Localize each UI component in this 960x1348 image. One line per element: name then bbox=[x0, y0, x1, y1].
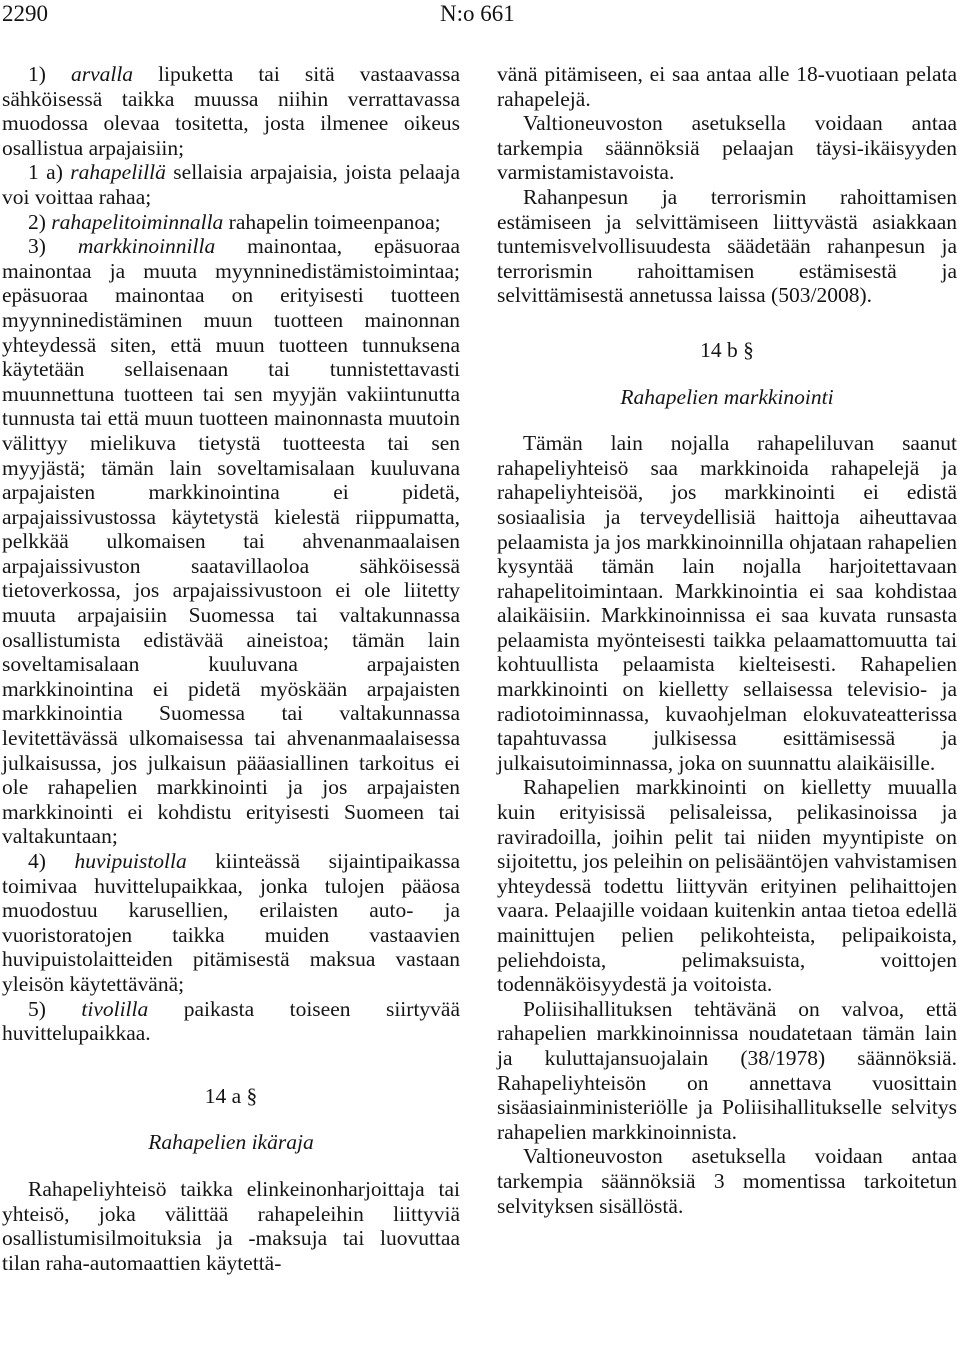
left-column bbox=[2, 62, 460, 1275]
definition-term: arvalla bbox=[70, 62, 134, 86]
section-14a-paragraph-2: Valtioneuvoston asetuksella voidaan antaa tarkempia säännöksiä pelaajan täysi-ikäisyyden varmistamistavoista. bbox=[497, 111, 957, 185]
section-14a-paragraph-3: Rahanpesun ja terrorismin rahoittamisen estämiseen ja selvittämiseen liittyvästä asiakkaan tuntemisvelvollisuudesta säädetään rahanpesun ja terrorismin rahoittamisen estämisestä ja selvittämisestä annetussa laissa (503/2008). bbox=[497, 184, 957, 308]
definition-term: markkinoinnilla bbox=[77, 234, 216, 259]
definition-term: rahapelillä bbox=[70, 160, 166, 185]
section-title-14a: Rahapelien ikäraja bbox=[148, 1130, 314, 1155]
definition-item-5: 5) tivolilla paikasta toiseen siirtyvää huvittelupaikkaa. bbox=[2, 996, 460, 1046]
definition-term: tivolilla bbox=[81, 996, 149, 1021]
definition-item-1a: 1 a) rahapelillä sellaisia arpajaisia, joista pelaaja voi voittaa rahaa; bbox=[2, 160, 460, 209]
definition-item-1: 1) arvalla lipuketta tai sitä vastaavassa sähköisessä taikka muussa niihin verrattavassa muodossa olevaa tositetta, josta ilmenee oikeus osallistua arpajaisiin; bbox=[2, 62, 461, 160]
definition-item-2: 2) rahapelitoiminnalla rahapelin toimeenpanoa; bbox=[28, 209, 441, 234]
definition-item-3: 3) markkinoinnilla mainontaa, epäsuoraa mainontaa ja muuta myynninedistämistoimintaa; epäsuoraa mainontaa on erityisesti tuotteen myynninedistäminen muun tuotteen mainonnan yhteydessä siten, että muun tuotteen tunnuksena käytetään sellaisenaan tai tunnistettavasti muunnettuna tuotteen tai sen myyjän vakiintunutta tunnusta tai että muun tuotteen mainonnasta muutoin välittyy mielikuva tietystä tuotteesta tai sen myyjästä; tämän lain soveltamisalaan kuuluvana arpajaisten markkinointina ei pidetä, arpajaissivustossa käytetystä kielestä riippumatta, pelkkää ulkomaisen tai ahvenanmaalaisen arpajaissivuston saatavillaoloa sähköisessä tietoverkossa, jos arpajaissivustoon ei ole liitetty muuta arpajaisiin Suomessa tai valtakunnassa osallistumista edistävää aineistoa; tämän lain soveltamisalaan kuuluvana arpajaisten markkinointina ei pidetä myöskään arpajaisten markkinointia Suomessa tai valtakunnassa levitettävässä ulkomaisessa tai ahvenanmaalaisessa julkaisussa, jos julkaisun pääasiallinen tarkoitus ei ole rahapelien markkinointi ja jos arpajaisten markkinointi ei kohdistu erityisesti Suomeen tai valtakuntaan; bbox=[2, 234, 461, 849]
section-14a-paragraph-1-continued: vänä pitämiseen, ei saa antaa alle 18-vuotiaan pelata rahapelejä. bbox=[497, 62, 957, 111]
definition-item-4: 4) huvipuistolla kiinteässä sijaintipaikassa toimivaa huvittelupaikkaa, jonka tulojen pääosa muodostuu karusellien, erilaisten auto- ja vuoristoratojen taikka muiden vastaavien huvipuistolaitteiden pitämisestä maksua vastaan yleisön käytettävänä; bbox=[2, 849, 460, 996]
section-14b-paragraph-3: Poliisihallituksen tehtävänä on valvoa, että rahapelien markkinoinnissa noudatetaan tämän lain ja kuluttajansuojalain (38/1978) säännöksiä. Rahapeliyhteisön on annettava vuosittain sisäasiainministeriölle ja Poliisihallitukselle selvitys rahapelien markkinoinnista. bbox=[497, 996, 957, 1144]
definition-term: huvipuistolla bbox=[74, 849, 187, 873]
right-column bbox=[497, 62, 957, 1218]
section-number-14a: 14 a § bbox=[204, 1083, 258, 1108]
definition-term: rahapelitoiminnalla bbox=[51, 209, 224, 234]
section-14b-paragraph-1: Tämän lain nojalla rahapeliluvan saanut rahapeliyhteisö saa markkinoida rahapelejä ja rahapeliyhteisöä, jos markkinointi ei edistä sosiaalisia ja terveydellisiä haittoja aiheuttavaa pelaamista ja jos markkinoinnilla ohjataan rahapelien kysyntää tämän lain nojalla harjoitettavaan rahapelitoimintaan. Markkinointia ei saa kohdistaa alaikäisiin. Markkinoinnissa ei saa kuvata runsasta pelaamista myönteisesti taikka pelaamattomuutta tai kohtuullista pelaamista kielteisesti. Rahapelien markkinointi on kielletty sellaisessa televisio- ja radiotoiminnassa, kuvaohjelman elokuvateatterissa tapahtuvassa julkisessa esittämisessä ja julkaisutoiminnassa, joka on suunnattu alaikäisille. bbox=[497, 431, 957, 775]
issue-number: N:o 661 bbox=[440, 1, 515, 26]
section-14b-paragraph-4: Valtioneuvoston asetuksella voidaan antaa tarkempia säännöksiä 3 momentissa tarkoitetun selvityksen sisällöstä. bbox=[497, 1144, 957, 1218]
section-number-14b: 14 b § bbox=[700, 337, 754, 362]
section-14b-paragraph-2: Rahapelien markkinointi on kielletty muualla kuin erityisissä pelisaleissa, pelikasinoissa ja raviradoilla, joihin pelit tai niiden myyntipiste on sijoitettu, jos peleihin on pelisääntöjen vahvistamisen yhteydessä todettu liittyvän erityinen pelihaittojen vaara. Pelaajille voidaan kuitenkin antaa tietoa edellä mainittujen pelien pelikohteista, pelipaikoista, peliehdoista, pelimaksuista, voittojen todennäköisyydestä ja voitoista. bbox=[497, 775, 957, 997]
page-number: 2290 bbox=[2, 1, 48, 26]
section-title-14b: Rahapelien markkinointi bbox=[620, 384, 834, 409]
section-14a-paragraph-1: Rahapeliyhteisö taikka elinkeinonharjoittaja tai yhteisö, joka välittää rahapeleihin liittyviä osallistumisilmoituksia ja -maksuja tai luovuttaa tilan raha-automaattien käytettä- bbox=[2, 1176, 460, 1275]
